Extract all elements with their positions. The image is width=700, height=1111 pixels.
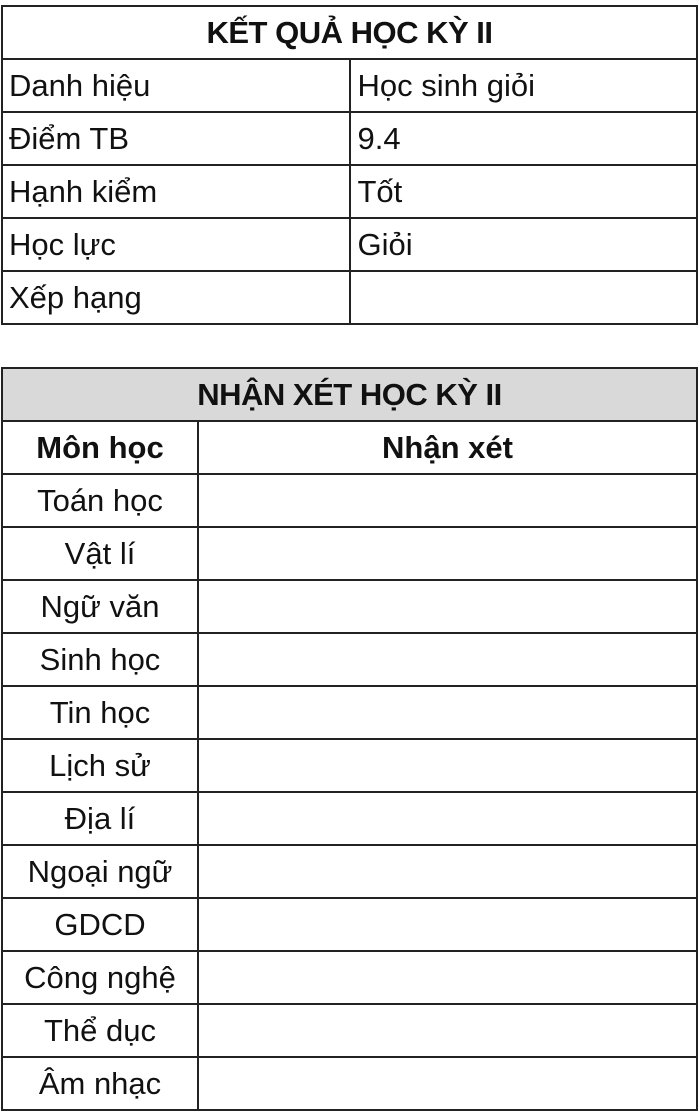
result-row-gpa	[2, 112, 697, 165]
subject-comment[interactable]	[198, 633, 697, 686]
result-title: KẾT QUẢ HỌC KỲ II	[2, 6, 697, 59]
subject-comment[interactable]	[198, 739, 697, 792]
result-value[interactable]	[350, 271, 698, 324]
subject-comment[interactable]	[198, 898, 697, 951]
table-row	[2, 898, 697, 951]
result-value[interactable]: Giỏi	[350, 218, 698, 271]
subject-name: Sinh học	[2, 633, 198, 686]
subject-comment[interactable]	[198, 474, 697, 527]
subject-header: Môn học	[2, 421, 198, 474]
subject-name: Ngữ văn	[2, 580, 198, 633]
table-row	[2, 527, 697, 580]
result-row-conduct	[2, 165, 697, 218]
result-row-title	[2, 59, 697, 112]
table-row	[2, 739, 697, 792]
comment-header: Nhận xét	[198, 421, 697, 474]
result-row-ranking	[2, 271, 697, 324]
subject-comment[interactable]	[198, 951, 697, 1004]
result-label: Học lực	[2, 218, 350, 271]
result-label: Danh hiệu	[2, 59, 350, 112]
comment-title: NHẬN XÉT HỌC KỲ II	[2, 368, 697, 421]
subject-name: Địa lí	[2, 792, 198, 845]
subject-name: Vật lí	[2, 527, 198, 580]
subject-name: Ngoại ngữ	[2, 845, 198, 898]
result-label: Hạnh kiểm	[2, 165, 350, 218]
result-value[interactable]: Tốt	[350, 165, 698, 218]
table-row	[2, 1057, 697, 1110]
result-title-row	[2, 6, 697, 59]
subject-name: Thể dục	[2, 1004, 198, 1057]
table-row	[2, 580, 697, 633]
table-row	[2, 686, 697, 739]
subject-comment[interactable]	[198, 527, 697, 580]
subject-comment[interactable]	[198, 1004, 697, 1057]
subject-name: GDCD	[2, 898, 198, 951]
table-row	[2, 474, 697, 527]
semester-comment-table	[1, 367, 698, 1111]
subject-name: Lịch sử	[2, 739, 198, 792]
subject-name: Công nghệ	[2, 951, 198, 1004]
subject-name: Tin học	[2, 686, 198, 739]
comment-title-row	[2, 368, 697, 421]
result-label: Xếp hạng	[2, 271, 350, 324]
result-label: Điểm TB	[2, 112, 350, 165]
semester-result-table	[1, 5, 698, 325]
subject-name: Toán học	[2, 474, 198, 527]
result-value[interactable]: 9.4	[350, 112, 698, 165]
subject-comment[interactable]	[198, 686, 697, 739]
table-row	[2, 951, 697, 1004]
result-value[interactable]: Học sinh giỏi	[350, 59, 698, 112]
subject-comment[interactable]	[198, 792, 697, 845]
table-row	[2, 1004, 697, 1057]
table-row	[2, 845, 697, 898]
subject-comment[interactable]	[198, 845, 697, 898]
subject-name: Âm nhạc	[2, 1057, 198, 1110]
table-row	[2, 633, 697, 686]
comment-header-row	[2, 421, 697, 474]
result-row-academic	[2, 218, 697, 271]
subject-comment[interactable]	[198, 1057, 697, 1110]
table-row	[2, 792, 697, 845]
subject-comment[interactable]	[198, 580, 697, 633]
